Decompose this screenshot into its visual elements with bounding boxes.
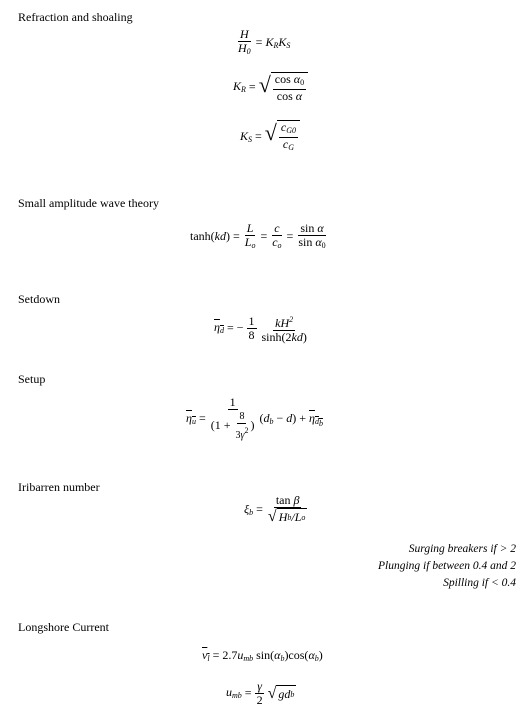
heading-refraction: Refraction and shoaling xyxy=(18,10,133,24)
heading-small-amplitude: Small amplitude wave theory xyxy=(18,196,159,210)
equation-setup: $\eta_u$ = 1 (1 + $\frac{8}{3\gamma^2}$ ) $(d_b - d) + \eta_{db}$ xyxy=(186,395,323,441)
heading-setdown: Setdown xyxy=(18,292,60,306)
note-surging: Surging breakers if > 2 xyxy=(408,543,516,555)
heading-iribarren: Iribarren number xyxy=(18,480,100,494)
heading-longshore: Longshore Current xyxy=(18,620,109,634)
note-plunging: Plunging if between 0.4 and 2 xyxy=(378,560,516,572)
note-spilling: Spilling if < 0.4 xyxy=(443,577,516,589)
heading-setup: Setup xyxy=(18,372,46,386)
equation-setdown: $\eta_d$ = − $\frac{1}{8}$ $\frac{kH^2}{\sinh(2kd)}$ xyxy=(214,314,307,344)
equation-longshore-velocity: $v_l = 2.7u_{mb}$ $\sin(\alpha_b)\cos(\alpha_b)$ xyxy=(202,648,323,663)
equation-shoaling-coefficient: $K_S$ = √ $\frac{c_{G0}}{c_G}$ xyxy=(240,120,300,154)
equation-max-orbital-velocity: $u_{mb}$ = $\frac{\gamma}{2}$ √ gd b xyxy=(226,679,295,707)
equation-wave-height-ratio: $\frac{H}{H_0}$ = $K_RK_S$ xyxy=(238,27,291,56)
equation-iribarren: $\xi_b$ = tan β √ H b /L o xyxy=(244,493,306,525)
equation-dispersion: tanh(kd) = $\frac{L}{L_o}$ = $\frac{c}{c_o}$ = $\frac{\text{sin α}}{\sin \alpha_0}$ xyxy=(190,221,326,250)
equation-refraction-coefficient: $K_R$ = √ $\frac{\cos \alpha_0}{\text{cos α}}$ xyxy=(233,72,308,103)
